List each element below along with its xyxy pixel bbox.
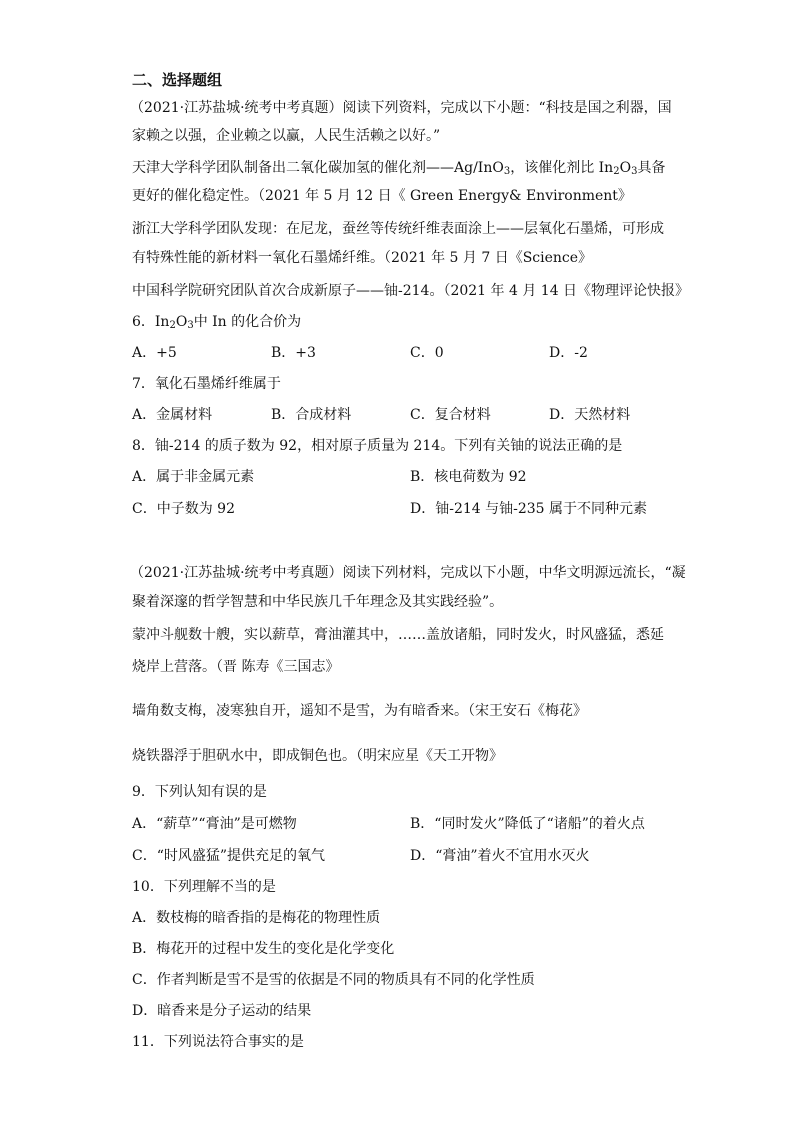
option-c[interactable]: C．作者判断是雪不是雪的依据是不同的物质具有不同的化学性质: [132, 972, 535, 988]
group2-material2: 墙角数支梅，凌寒独自开，遥知不是雪，为有暗香来。（宋王安石《梅花》: [132, 703, 587, 719]
option-b[interactable]: B．梅花开的过程中发生的变化是化学变化: [132, 941, 395, 957]
group1-intro-line1: （2021·江苏盐城·统考中考真题）阅读下列资料，完成以下小题：“科技是国之利器，国: [130, 100, 672, 116]
option-b[interactable]: B．合成材料: [271, 407, 352, 423]
option-b[interactable]: B．+3: [271, 345, 316, 361]
question-8-options-row1: [132, 467, 662, 487]
question-10: 10．下列理解不当的是: [132, 879, 276, 895]
option-c[interactable]: C．中子数为 92: [132, 501, 235, 517]
option-a[interactable]: A．金属材料: [132, 407, 213, 423]
group2-material1-line2: 烧岸上营落。（晋 陈寿《三国志》: [132, 659, 340, 675]
option-c[interactable]: C．复合材料: [410, 407, 491, 423]
group1-intro-line2: 家赖之以强，企业赖之以赢，人民生活赖之以好。”: [132, 128, 441, 144]
group1-material1-line2: 更好的催化稳定性。（2021 年 5 月 12 日《 Green Energy& Environment》: [132, 188, 632, 204]
group1-material2-line1: 浙江大学科学团队发现：在尼龙，蚕丝等传统纤维表面涂上——层氧化石墨烯，可形成: [132, 221, 664, 237]
question-9-options-row1: [132, 814, 662, 834]
group1-material2-line2: 有特殊性能的新材料一氧化石墨烯纤维。（2021 年 5 月 7 日《Science》: [132, 250, 593, 266]
option-c[interactable]: C．“时风盛猛”提供充足的氧气: [132, 848, 326, 864]
group2-material3: 烧铁器浮于胆矾水中，即成铜色也。（明宋应星《天工开物》: [132, 748, 503, 764]
option-a[interactable]: A．“薪草”“膏油”是可燃物: [132, 816, 297, 832]
question-7: 7．氧化石墨烯纤维属于: [132, 376, 281, 392]
question-11: 11．下列说法符合事实的是: [132, 1034, 304, 1050]
question-6: 6．$In_2O_3$中 In 的化合价为: [132, 314, 302, 331]
option-d[interactable]: D．暗香来是分子运动的结果: [132, 1003, 312, 1019]
option-c[interactable]: C．0: [410, 345, 444, 361]
question-9-options-row2: [132, 846, 662, 866]
question-6-options: [132, 343, 662, 363]
option-a[interactable]: A．属于非金属元素: [132, 469, 255, 485]
group2-material1-line1: 蒙冲斗舰数十艘，实以薪草，膏油灌其中，……盖放诸船，同时发火，时风盛猛，悉延: [132, 627, 664, 643]
group1-material3: 中国科学院研究团队首次合成新原子——铀-214。（2021 年 4 月 14 日《物理评论快报》: [132, 283, 690, 299]
option-a[interactable]: A．数枝梅的暗香指的是梅花的物理性质: [132, 910, 381, 926]
option-d[interactable]: D．-2: [549, 345, 588, 361]
group2-intro-line2: 聚着深邃的哲学智慧和中华民族几千年理念及其实践经验”。: [132, 594, 504, 610]
option-b[interactable]: B．“同时发火”降低了“诸船”的着火点: [410, 816, 645, 832]
group1-material1-line1: 天津大学科学团队制备出二氧化碳加氢的催化剂——Ag/InO$_3$，该催化剂比 $In_2O_3$具备: [132, 160, 666, 177]
option-a[interactable]: A．+5: [132, 345, 177, 361]
option-d[interactable]: D．天然材料: [549, 407, 631, 423]
option-d[interactable]: D．铀-214 与铀-235 属于不同种元素: [410, 501, 648, 517]
question-8-options-row2: [132, 499, 662, 519]
option-d[interactable]: D．“膏油”着火不宜用水灭火: [410, 848, 590, 864]
question-9: 9．下列认知有误的是: [132, 784, 267, 800]
question-7-options: [132, 405, 662, 425]
option-b[interactable]: B．核电荷数为 92: [410, 469, 527, 485]
group2-intro-line1: （2021·江苏盐城·统考中考真题）阅读下列材料，完成以下小题，中华文明源远流长，“凝: [130, 565, 686, 581]
question-8: 8．铀-214 的质子数为 92，相对原子质量为 214。下列有关铀的说法正确的是: [132, 438, 623, 454]
section-title: 二、选择题组: [132, 71, 223, 89]
